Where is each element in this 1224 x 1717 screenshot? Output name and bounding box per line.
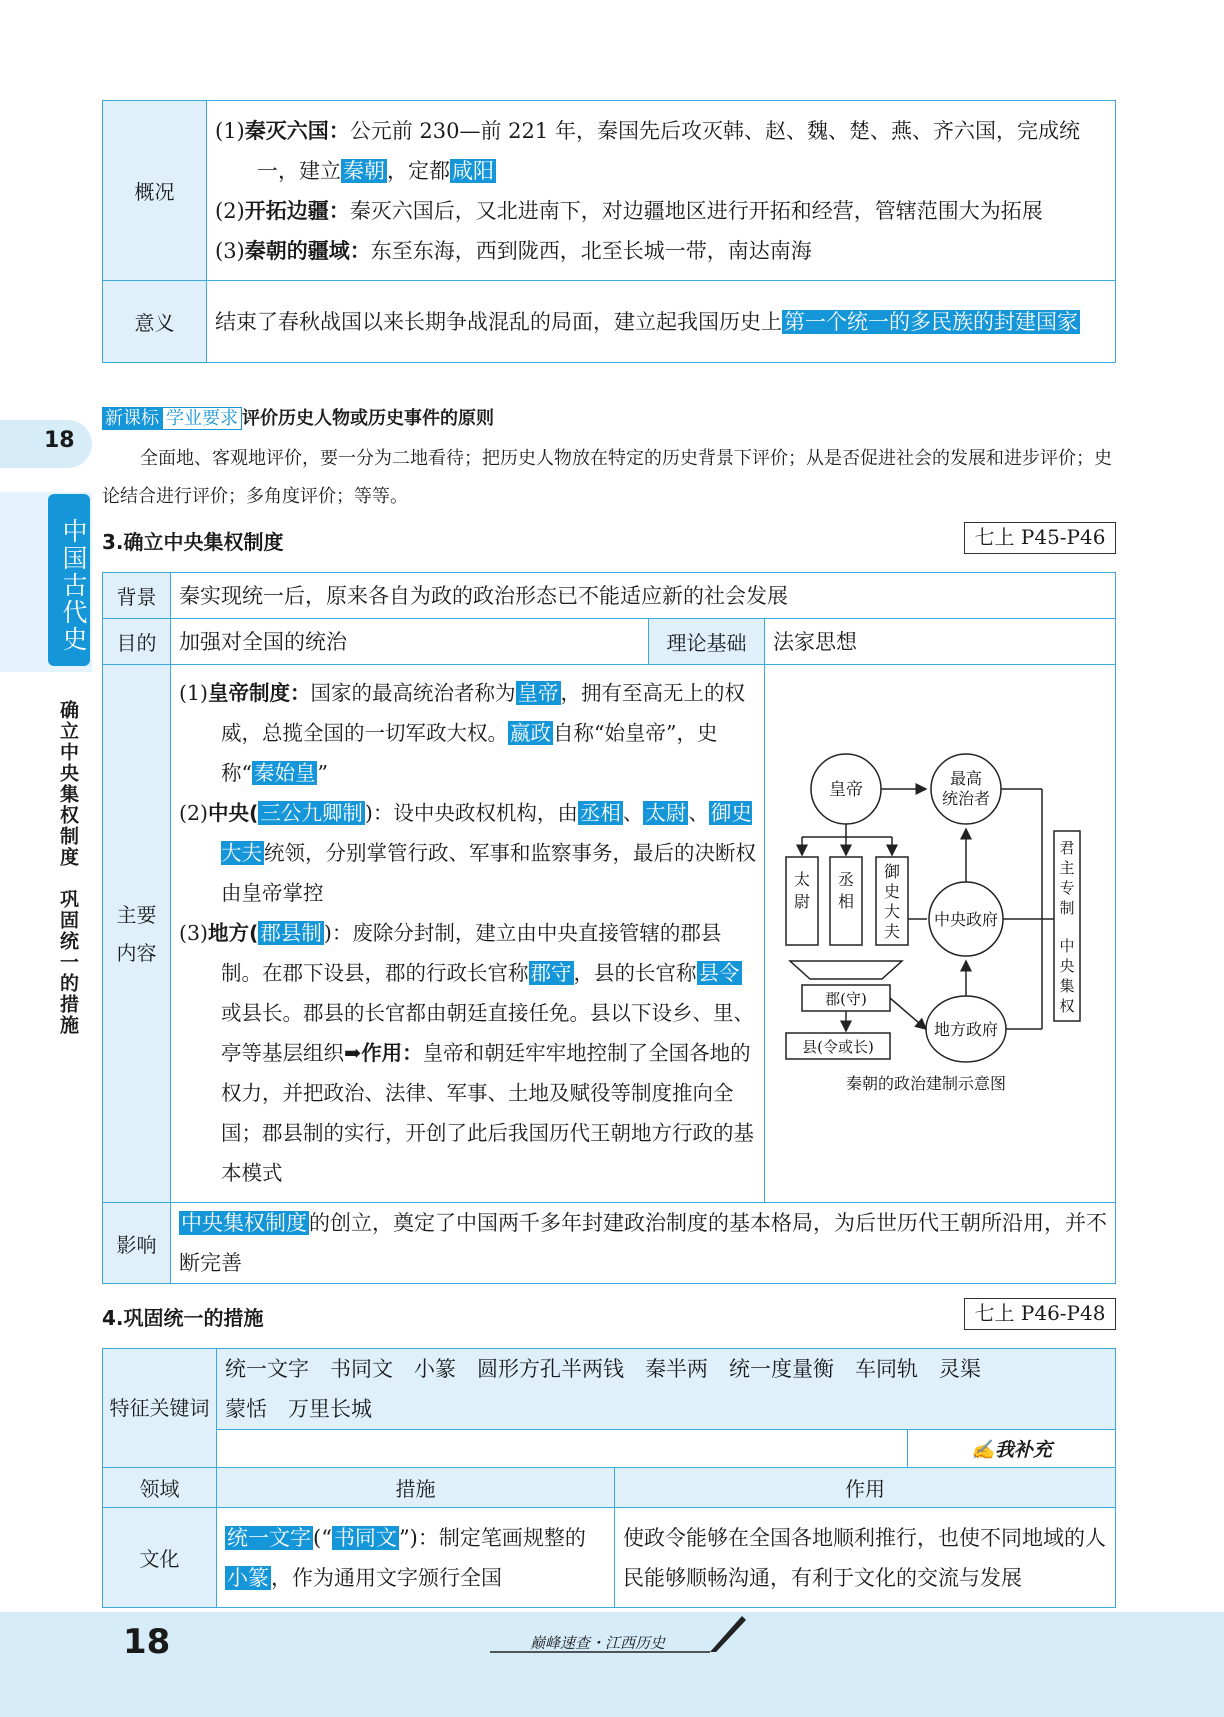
svg-text:权: 权 — [1059, 996, 1075, 1015]
content-item-local: (3)地方(郡县制)：废除分封制，建立由中央直接管辖的郡县制。在郡下设县，郡的行政长官称郡守，县的长官称县令或县长。郡县的长官都由朝廷直接任免。县以下设乡、里、亭等基层组织➡作用：皇帝和朝廷牢牢地控制了全国各地的权力，并把政治、法律、军事、土地及赋役等制度推向全国；郡县制的实行，开创了此后我国历代王朝地方行政的基本模式 — [179, 921, 754, 1185]
svg-text:集: 集 — [1059, 976, 1075, 995]
theory-content: 法家思想 — [765, 619, 1116, 665]
overview-item-1: (1)秦灭六国：公元前 230—前 221 年，秦国先后攻灭韩、赵、魏、楚、燕、齐六国，完成统一，建立秦朝，定都咸阳 — [215, 118, 1080, 183]
footer-pen-icon — [480, 1610, 760, 1660]
purpose-label: 目的 — [103, 619, 171, 665]
svg-text:史: 史 — [883, 881, 901, 901]
content-label: 主要内容 — [103, 665, 171, 1203]
footer-page-number: 18 — [123, 1622, 171, 1662]
svg-text:尉: 尉 — [793, 891, 811, 911]
academic-requirement-tag: 学业要求 — [162, 407, 242, 430]
row-culture-label: 文化 — [103, 1508, 217, 1608]
svg-text:中: 中 — [1059, 936, 1075, 955]
requirement-body: 全面地、客观地评价，要一分为二地看待；把历史人物放在特定的历史背景下评价；从是否促进社会的发展和进步评价；史论结合进行评价；多角度评价；等等。 — [102, 448, 1112, 507]
unity-measures-table — [102, 1348, 1116, 1608]
overview-item-3: (3)秦朝的疆域：东至东海，西到陇西，北至长城一带，南达南海 — [215, 238, 812, 263]
supplement-blank[interactable] — [217, 1430, 908, 1468]
side-section-tab: 中国古代史 — [48, 494, 90, 666]
col-effect-header: 作用 — [615, 1468, 1116, 1508]
diagram-caption: 秦朝的政治建制示意图 — [845, 1073, 1007, 1093]
svg-text:最高: 最高 — [949, 768, 983, 788]
new-standard-tag: 新课标 — [102, 407, 162, 430]
col-domain-header: 领域 — [103, 1468, 217, 1508]
qin-political-diagram — [766, 739, 1114, 1129]
culture-measure: 统一文字(“书同文”)：制定笔画规整的小篆，作为通用文字颁行全国 — [217, 1508, 615, 1608]
content-item-emperor: (1)皇帝制度：国家的最高统治者称为皇帝，拥有至高无上的权威，总揽全国的一切军政大权。嬴政自称“始皇帝”，史称“秦始皇” — [179, 681, 746, 785]
supplement-label: ✍我补充 — [908, 1430, 1116, 1468]
impact-content: 中央集权制度的创立，奠定了中国两千多年封建政治制度的基本格局，为后世历代王朝所沿用，并不断完善 — [171, 1203, 1116, 1284]
side-page-number: 18 — [44, 428, 75, 453]
overview-label: 概况 — [103, 101, 207, 281]
central-power-table — [102, 572, 1116, 1284]
overview-content — [207, 101, 1116, 281]
requirement-title: 评价历史人物或历史事件的原则 — [242, 408, 494, 429]
qin-unification-table — [102, 100, 1116, 363]
diagram-xian: 县(令或长) — [802, 1037, 874, 1056]
svg-text:相: 相 — [837, 891, 855, 911]
background-label: 背景 — [103, 573, 171, 619]
section4-page-ref: 七上 P46-P48 — [964, 1298, 1116, 1330]
diagram-jun: 郡(守) — [825, 989, 867, 1008]
keywords-label: 特征关键词 — [103, 1349, 217, 1468]
content-item-central: (2)中央(三公九卿制)：设中央政权机构，由丞相、太尉、御史大夫统领，分别掌管行政、军事和监察事务，最后的决断权由皇帝掌控 — [179, 801, 756, 905]
section4-heading: 4.巩固统一的措施 — [102, 1306, 264, 1330]
svg-text:主: 主 — [1059, 858, 1075, 877]
svg-text:丞: 丞 — [837, 869, 855, 889]
arrow-icon: ➡ — [344, 1041, 362, 1065]
svg-text:大: 大 — [883, 901, 901, 921]
main-content — [171, 665, 765, 1203]
svg-text:制: 制 — [1059, 898, 1075, 917]
col-measure-header: 措施 — [217, 1468, 615, 1508]
requirement-heading — [102, 404, 494, 430]
significance-content: 结束了春秋战国以来长期争战混乱的局面，建立起我国历史上第一个统一的多民族的封建国家 — [207, 281, 1116, 363]
diagram-central: 中央政府 — [933, 909, 999, 929]
svg-text:统治者: 统治者 — [941, 788, 991, 808]
overview-item-2: (2)开拓边疆：秦灭六国后，又北进南下，对边疆地区进行开拓和经营，管辖范围大为拓展 — [215, 198, 1043, 223]
svg-text:御: 御 — [883, 861, 901, 881]
diagram-cell — [765, 665, 1116, 1203]
culture-effect: 使政令能够在全国各地顺利推行，也使不同地域的人民能够顺畅沟通，有利于文化的交流与发展 — [615, 1508, 1116, 1608]
svg-text:太: 太 — [793, 869, 811, 889]
significance-label: 意义 — [103, 281, 207, 363]
footer-brand: 巅峰速查・江西历史 — [530, 1634, 666, 1652]
section3-page-ref: 七上 P45-P46 — [964, 522, 1116, 554]
svg-text:君: 君 — [1059, 838, 1075, 857]
diagram-emperor: 皇帝 — [829, 779, 863, 800]
side-page-tab — [0, 420, 92, 468]
section3-heading: 3.确立中央集权制度 — [102, 530, 284, 554]
impact-label: 影响 — [103, 1203, 171, 1284]
diagram-local: 地方政府 — [933, 1019, 999, 1039]
background-content: 秦实现统一后，原来各自为政的政治形态已不能适应新的社会发展 — [171, 573, 1116, 619]
purpose-content: 加强对全国的统治 — [171, 619, 649, 665]
theory-label: 理论基础 — [649, 619, 765, 665]
svg-text:专: 专 — [1059, 878, 1075, 897]
keywords-content: 统一文字 书同文 小篆 圆形方孔半两钱 秦半两 统一度量衡 车同轨 灵渠 蒙恬 万里长城 — [217, 1349, 1116, 1430]
svg-text:夫: 夫 — [883, 921, 901, 941]
svg-text:央: 央 — [1059, 956, 1075, 975]
side-topic-label: 确立中央集权制度 巩固统一的措施 — [57, 700, 79, 1036]
